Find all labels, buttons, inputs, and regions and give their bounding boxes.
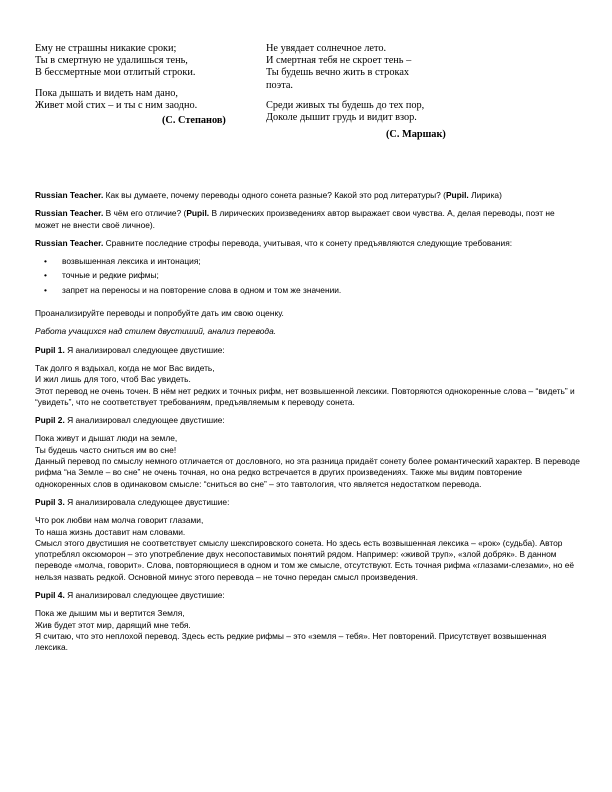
analysis-text: Я считаю, что это неплохой перевод. Здесь есть редкие рифмы – это «земля – тебя». Нет повторений. Присутствует возвышенная лексика.	[35, 630, 547, 653]
question-text: Как вы думаете, почему переводы одного сонета разные? Какой это род литературы? (	[103, 190, 446, 200]
pupil-3-analysis	[35, 515, 580, 583]
pupil-2-intro: Pupil 2. Я анализировал следующее двустишие:	[35, 415, 225, 426]
list-item: • точные и редкие рифмы;	[44, 270, 159, 281]
poem-line: Ты в смертную не удалишься тень,	[35, 55, 188, 67]
pupil-3-intro: Pupil 3. Я анализировала следующее двустишие:	[35, 496, 230, 507]
couplet-line: Что рок любви нам молча говорит глазами,	[35, 515, 204, 526]
instruction: Проанализируйте переводы и попробуйте дать им свою оценку.	[35, 308, 284, 319]
bullet-icon: •	[44, 256, 47, 267]
poem-line: Среди живых ты будешь до тех пор,	[266, 99, 425, 111]
speaker-label: Russian Teacher.	[35, 190, 104, 200]
teacher-question-1	[35, 190, 580, 201]
answer-text: Лирика)	[468, 190, 502, 200]
couplet-line: И жил лишь для того, чтоб Вас увидеть.	[35, 374, 191, 385]
poem-line: Живет мой стих – и ты с ним заодно.	[35, 99, 198, 111]
poem-line: Ему не страшны никакие сроки;	[35, 43, 177, 54]
bullet-icon: •	[44, 270, 47, 281]
couplet-line: Пока живут и дышат люди на земле,	[35, 433, 178, 444]
pupil-2-analysis	[35, 433, 580, 489]
couplet-line: Ты будешь часто сниться им во сне!	[35, 444, 177, 455]
pupil-4-intro: Pupil 4. Я анализировал следующее двустишие:	[35, 590, 225, 601]
work-note: Работа учащихся над стилем двустиший, анализ перевода.	[35, 326, 277, 337]
speaker-label: Russian Teacher.	[35, 237, 104, 248]
pupil-1-analysis	[35, 363, 580, 408]
poem-line: Пока дышать и видеть нам дано,	[35, 87, 178, 99]
pupil-4-analysis	[35, 608, 580, 653]
answer-text: В лирических произведениях автор выражает свои чувства. А, делая переводы, поэт не может не внести своё личное).	[35, 208, 555, 230]
list-item: • запрет на переносы и на повторение слова в одном и том же значении.	[44, 284, 342, 295]
couplet-line: То наша жизнь доставит нам словами.	[35, 526, 186, 537]
list-item: • возвышенная лексика и интонация;	[44, 256, 201, 267]
poem-line: Не увядает солнечное лето.	[266, 43, 387, 54]
poem-stepanov	[35, 43, 265, 127]
poem-attribution: (С. Степанов)	[162, 115, 226, 127]
poem-line: В бессмертные мои отлитый строки.	[35, 67, 196, 79]
teacher-question-3	[35, 238, 580, 249]
question-text: Сравните последние строфы перевода, учитывая, что к сонету предъявляются следующие требования:	[103, 237, 513, 248]
poem-marshak	[266, 43, 496, 141]
speaker-label: Russian Teacher.	[35, 208, 104, 219]
speaker-label: Pupil.	[445, 190, 469, 200]
teacher-question-2	[35, 208, 580, 231]
poem-line: Доколе дышит грудь и видит взор.	[266, 112, 417, 124]
analysis-text: Этот перевод не очень точен. В нём нет редких и точных рифм, нет возвышенной лексики. Повторяются однокоренные слова – “видеть” и “увидеть”, что не соответствует требованиям, предъявляемым к переводу сонета.	[35, 385, 575, 407]
question-text: В чём его отличие? (	[103, 208, 187, 219]
pupil-1-intro: Pupil 1. Я анализировал следующее двустишие:	[35, 344, 225, 355]
poem-line: поэта.	[266, 79, 293, 91]
couplet-line: Так долго я вздыхал, когда не мог Вас видеть,	[35, 362, 215, 373]
requirements-list	[35, 256, 580, 296]
lesson-dialogue	[35, 190, 580, 661]
couplet-line: Жив будет этот мир, дарящий мне тебя.	[35, 619, 191, 630]
speaker-label: Pupil 4.	[35, 590, 65, 601]
analysis-text: Данный перевод по смыслу немного отличается от дословного, но эта разница придаёт сонету более романтический характер. В переводе рифма “на Земле – во сне” не очень точная, но она редко встречается в других произведениях. Также мы видим повторение однокоренных слов в одинаковом смысле: “сниться во сне” – это тавтология, что является недостатком перевода.	[35, 456, 580, 489]
poem-line: Ты будешь вечно жить в строках	[266, 67, 410, 79]
poem-line: И смертная тебя не скроет тень –	[266, 55, 412, 67]
speaker-label: Pupil 1.	[35, 344, 65, 355]
couplet-line: Пока же дышим мы и вертится Земля,	[35, 608, 185, 619]
poem-attribution: (С. Маршак)	[386, 129, 446, 141]
speaker-label: Pupil.	[186, 208, 210, 219]
bullet-icon: •	[44, 284, 47, 295]
speaker-label: Pupil 3.	[35, 496, 65, 507]
analysis-text: Смысл этого двустишия не соответствует смыслу шекспировского сонета. Но здесь есть возвышенная лексика – «рок» (судьба). Автор употреблял оксюморон – это употребление двух несопоставимых понятий рядом. Например: «живой труп», «злой добряк». В данном переводе «молча, говорит». Слова, повторяющиеся в одном и том же смысле, отсутствуют. Есть точная рифма «глазами-слезами», но её нельзя назвать редкой. Основной минус этого перевода – не точно передан смысл произведения.	[35, 537, 575, 582]
speaker-label: Pupil 2.	[35, 415, 65, 426]
